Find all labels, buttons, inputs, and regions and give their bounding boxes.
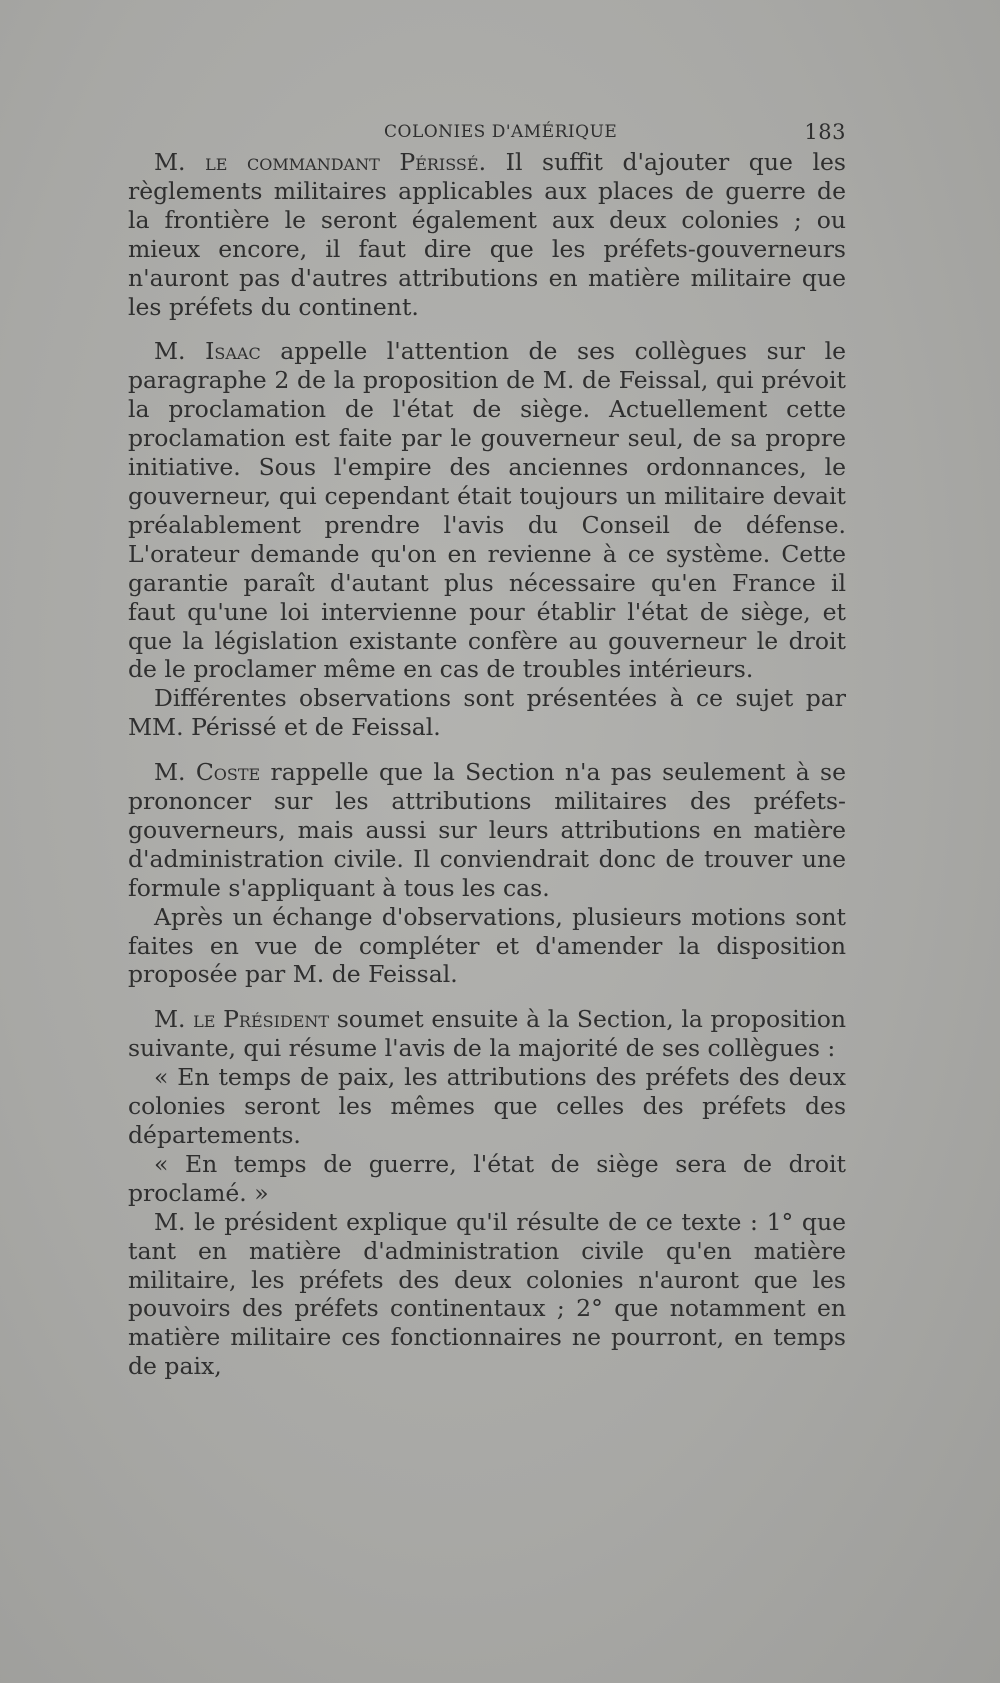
paragraph-text: Après un échange d'observations, plusieurs motions sont faites en vue de compléter et d'amender la disposition proposée par M. de Feissal. [128, 902, 846, 989]
paragraph-text: « En temps de paix, les attributions des préfets des deux colonies seront les mêmes que celles des préfets des départements. [128, 1063, 846, 1149]
paragraph [128, 1208, 846, 1381]
page-number: 183 [804, 120, 846, 144]
paragraph-text: . Il suffit d'ajouter que les règlements militaires applicables aux places de guerre de la frontière le seront également aux deux colonies ; ou mieux encore, il faut dire que les préfets-gouverneurs n'auront pas d'autres attributions en matière militaire que les préfets du continent. [128, 148, 846, 321]
speaker-name: le Président [193, 1005, 330, 1034]
paragraph [128, 758, 846, 903]
speaker-name: le commandant Périssé [205, 148, 479, 176]
paragraph [128, 148, 846, 321]
paragraph-lead: M. [154, 758, 196, 787]
paragraph [128, 1063, 846, 1150]
paragraph-text: appelle l'attention de ses collègues sur le paragraphe 2 de la proposition de M. de Feissal, qui prévoit la proclamation de l'état de siège. Actuellement cette proclamation est faite par le gouverneur seul, de sa propre initiative. Sous l'empire des anciennes ordonnances, le gouverneur, qui cependant était toujours un militaire devait préalablement prendre l'avis du Conseil de défense. L'orateur demande qu'on en revienne à ce système. Cette garantie paraît d'autant plus nécessaire qu'en France il faut qu'une loi intervienne pour établir l'état de siège, et que la législation existante confère au gouverneur le droit de le proclamer même en cas de troubles intérieurs. [128, 337, 846, 684]
speaker-name: Isaac [205, 337, 261, 366]
paragraph [128, 1005, 846, 1063]
running-head [128, 118, 846, 148]
paragraph-lead: M. [154, 337, 206, 366]
paragraph-text: Différentes observations sont présentées à ce sujet par MM. Périssé et de Feissal. [128, 684, 846, 742]
book-page [128, 118, 846, 1381]
paragraph [128, 684, 846, 742]
paragraph [128, 903, 846, 990]
paragraph-text: soumet ensuite à la Section, la proposition suivante, qui résume l'avis de la majorité de ses collègues : [128, 1005, 846, 1063]
paragraph-text: rappelle que la Section n'a pas seulement à se prononcer sur les attributions militaires des préfets-gouverneurs, mais aussi sur leurs attributions en matière d'administration civile. Il conviendrait donc de trouver une formule s'appliquant à tous les cas. [128, 758, 846, 902]
speaker-name: Coste [195, 758, 261, 787]
paragraph-lead: M. [154, 1005, 194, 1034]
paragraph [128, 1150, 846, 1208]
running-head-title: COLONIES D'AMÉRIQUE [384, 122, 618, 142]
paragraph-text: « En temps de guerre, l'état de siège sera de droit proclamé. » [128, 1149, 846, 1207]
paragraph-text: M. le président explique qu'il résulte de ce texte : 1° que tant en matière d'administration civile qu'en matière militaire, les préfets des deux colonies n'auront que les pouvoirs des préfets continentaux ; 2° que notamment en matière militaire ces fonctionnaires ne pourront, en temps de paix, [128, 1207, 846, 1381]
paragraph [128, 337, 846, 684]
paragraph-lead: M. [154, 148, 206, 176]
body-text [128, 148, 846, 1381]
